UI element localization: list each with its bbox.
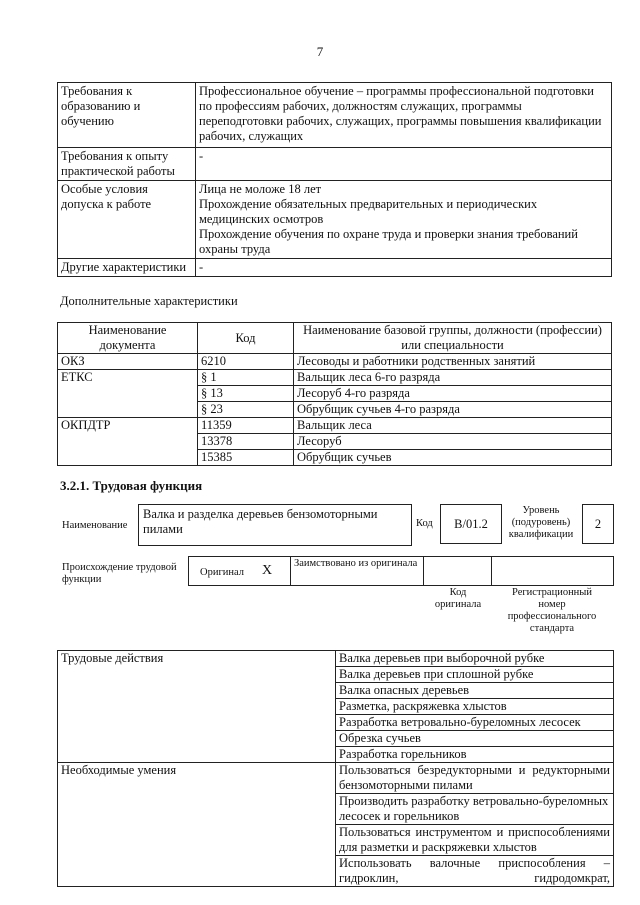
origin-label: Происхождение трудовой функции [62,562,177,585]
cell-code: 15385 [198,450,294,466]
table-row [58,763,614,794]
action-item: Валка деревьев при выборочной рубке [336,651,614,667]
cell-doc [58,434,198,450]
table-row [58,370,612,386]
row-label: Другие характеристики [58,259,196,277]
function-name-label: Наименование [62,520,128,531]
table-row [58,651,614,667]
origin-divider [423,556,424,585]
origin-divider [290,556,291,585]
skill-item: Использовать валочные приспособления – гидроклин, гидродомкрат, [336,856,614,887]
function-name-value: Валка и разделка деревьев бензомоторными пилами [138,504,412,546]
cell-code: 6210 [198,354,294,370]
code-original-caption: Код оригинала [434,587,482,610]
level-label: Уровень (подуровень) квалификации [508,505,574,540]
borrowed-label: Заимствовано из оригинала [294,558,418,569]
additional-table [57,322,612,466]
work-table [57,650,614,887]
row-value [196,181,612,259]
cell-code: § 13 [198,386,294,402]
cell-doc: ОКЗ [58,354,198,370]
row-value: - [196,259,612,277]
row-value: - [196,148,612,181]
reg-number-caption: Регистрационный номер профессионального стандарта [507,587,597,634]
table-row [58,259,612,277]
table-row [58,402,612,418]
header-code: Код [198,323,294,354]
condition-line: Лица не моложе 18 лет [199,182,322,196]
action-item: Валка деревьев при сплошной рубке [336,667,614,683]
skill-item: Производить разработку ветровально-буреломных лесосек и горельников [336,794,614,825]
table-row [58,434,612,450]
action-item: Разметка, раскряжевка хлыстов [336,699,614,715]
row-label: Требования к опыту практической работы [58,148,196,181]
cell-doc [58,386,198,402]
table-row [58,354,612,370]
table-row [58,386,612,402]
row-value: Профессиональное обучение – программы профессиональной подготовки по профессиям рабочих, должностям служащих, программы переподготовки рабочих, служащих, программы повышения квалификации рабочих, служащих [196,83,612,148]
requirements-table [57,82,612,277]
table-row [58,418,612,434]
skill-item: Пользоваться инструментом и приспособлениями для разметки и раскряжевки хлыстов [336,825,614,856]
original-label: Оригинал [200,567,244,578]
cell-name: Вальщик леса [294,418,612,434]
code-label: Код [416,518,433,529]
cell-doc: ОКПДТР [58,418,198,434]
table-row [58,450,612,466]
table-header [58,323,612,354]
function-code-value: B/01.2 [440,504,502,544]
cell-name: Обрубщик сучьев [294,450,612,466]
cell-name: Вальщик леса 6-го разряда [294,370,612,386]
cell-code: 13378 [198,434,294,450]
condition-line: Прохождение обязательных предварительных и периодических медицинских осмотров [199,197,538,226]
header-doc: Наименование документа [58,323,198,354]
cell-name: Лесоруб 4-го разряда [294,386,612,402]
cell-name: Лесоруб [294,434,612,450]
page-number: 7 [316,44,324,59]
skill-item: Пользоваться безредукторными и редукторными бензомоторными пилами [336,763,614,794]
section-title: Дополнительные характеристики [60,294,238,308]
function-heading: 3.2.1. Трудовая функция [60,478,203,493]
table-row [58,83,612,148]
condition-line: Прохождение обучения по охране труда и проверки знания требований охраны труда [199,227,578,256]
table-row [58,181,612,259]
action-item: Разработка ветровально-буреломных лесосек [336,715,614,731]
original-mark: X [262,563,273,578]
cell-name: Лесоводы и работники родственных занятий [294,354,612,370]
action-item: Обрезка сучьев [336,731,614,747]
header-name: Наименование базовой группы, должности (профессии) или специальности [294,323,612,354]
cell-name: Обрубщик сучьев 4-го разряда [294,402,612,418]
level-value: 2 [582,504,614,544]
action-item: Валка опасных деревьев [336,683,614,699]
row-label: Особые условия допуска к работе [58,181,196,259]
cell-code: § 23 [198,402,294,418]
row-label: Требования к образованию и обучению [58,83,196,148]
cell-doc [58,402,198,418]
table-row [58,148,612,181]
actions-label: Трудовые действия [58,651,336,763]
cell-code: § 1 [198,370,294,386]
cell-doc: ЕТКС [58,370,198,386]
action-item: Разработка горельников [336,747,614,763]
skills-label: Необходимые умения [58,763,336,887]
origin-divider [491,556,492,585]
cell-code: 11359 [198,418,294,434]
cell-doc [58,450,198,466]
